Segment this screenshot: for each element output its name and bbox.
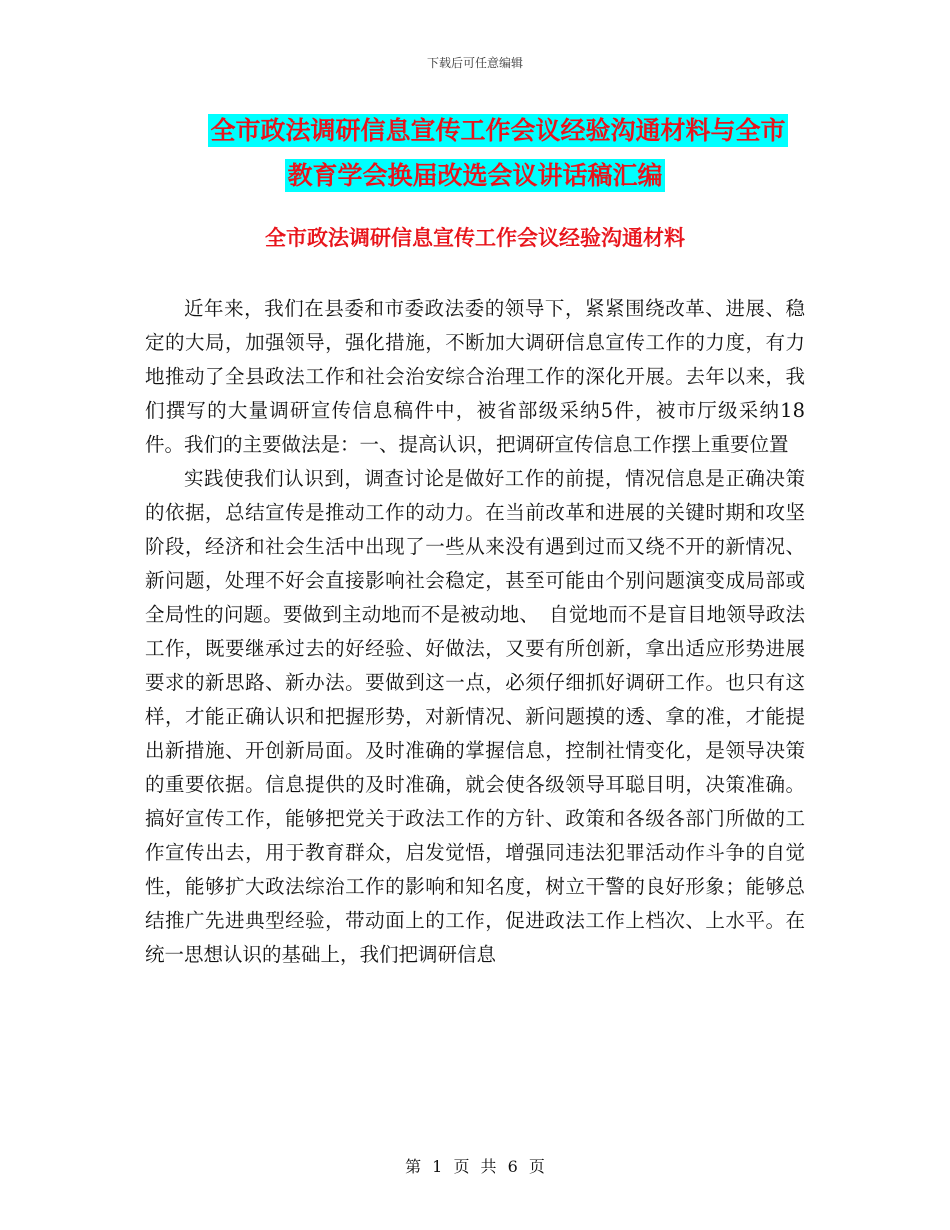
main-title-line-2-text: 教育学会换届改选会议讲话稿汇编 [287, 161, 663, 190]
main-title-line-1-text: 全市政法调研信息宣传工作会议经验沟通材料与全市 [210, 116, 786, 145]
section-title: 全市政法调研信息宣传工作会议经验沟通材料 [265, 226, 685, 250]
body-text [145, 292, 805, 972]
paragraph-2: 实践使我们认识到，调查讨论是做好工作的前提，情况信息是正确决策的依据，总结宣传是推动工作的动力。在当前改革和进展的关键时期和攻坚阶段，经济和社会生活中出现了一些从来没有遇到过而又绕不开的新情况、新问题，处理不好会直接影响社会稳定，甚至可能由个别问题演变成局部或全局性的问题。要做到主动地而不是被动地、 自觉地而不是盲目地领导政法工作，既要继承过去的好经验、好做法，又要有所创新，拿出适应形势进展要求的新思路、新办法。要做到这一点，必须仔细抓好调研工作。也只有这样，才能正确认识和把握形势，对新情况、新问题摸的透、拿的准，才能提出新措施、开创新局面。及时准确的掌握信息，控制社情变化，是领导决策的重要依据。信息提供的及时准确，就会使各级领导耳聪目明，决策准确。搞好宣传工作，能够把党关于政法工作的方针、政策和各级各部门所做的工作宣传出去，用于教育群众，启发觉悟，增强同违法犯罪活动作斗争的自觉性，能够扩大政法综治工作的影响和知名度，树立干警的良好形象；能够总结推广先进典型经验，带动面上的工作，促进政法工作上档次、上水平。在统一思想认识的基础上，我们把调研信息 [145, 467, 805, 966]
main-title-line-2 [0, 159, 950, 192]
header-note: 下载后可任意编辑 [426, 56, 523, 70]
paragraph-1: 近年来，我们在县委和市委政法委的领导下，紧紧围绕改革、进展、稳定的大局，加强领导，强化措施，不断加大调研信息宣传工作的力度，有力地推动了全县政法工作和社会治安综合治理工作的深化开展。去年以来，我们撰写的大量调研宣传信息稿件中，被省部级采纳5件，被市厅级采纳18件。我们的主要做法是：一、提高认识，把调研宣传信息工作摆上重要位置 [145, 297, 805, 456]
page-footer: 第 1 页 共 6 页 [405, 1157, 545, 1176]
main-title-line-1 [0, 114, 950, 147]
